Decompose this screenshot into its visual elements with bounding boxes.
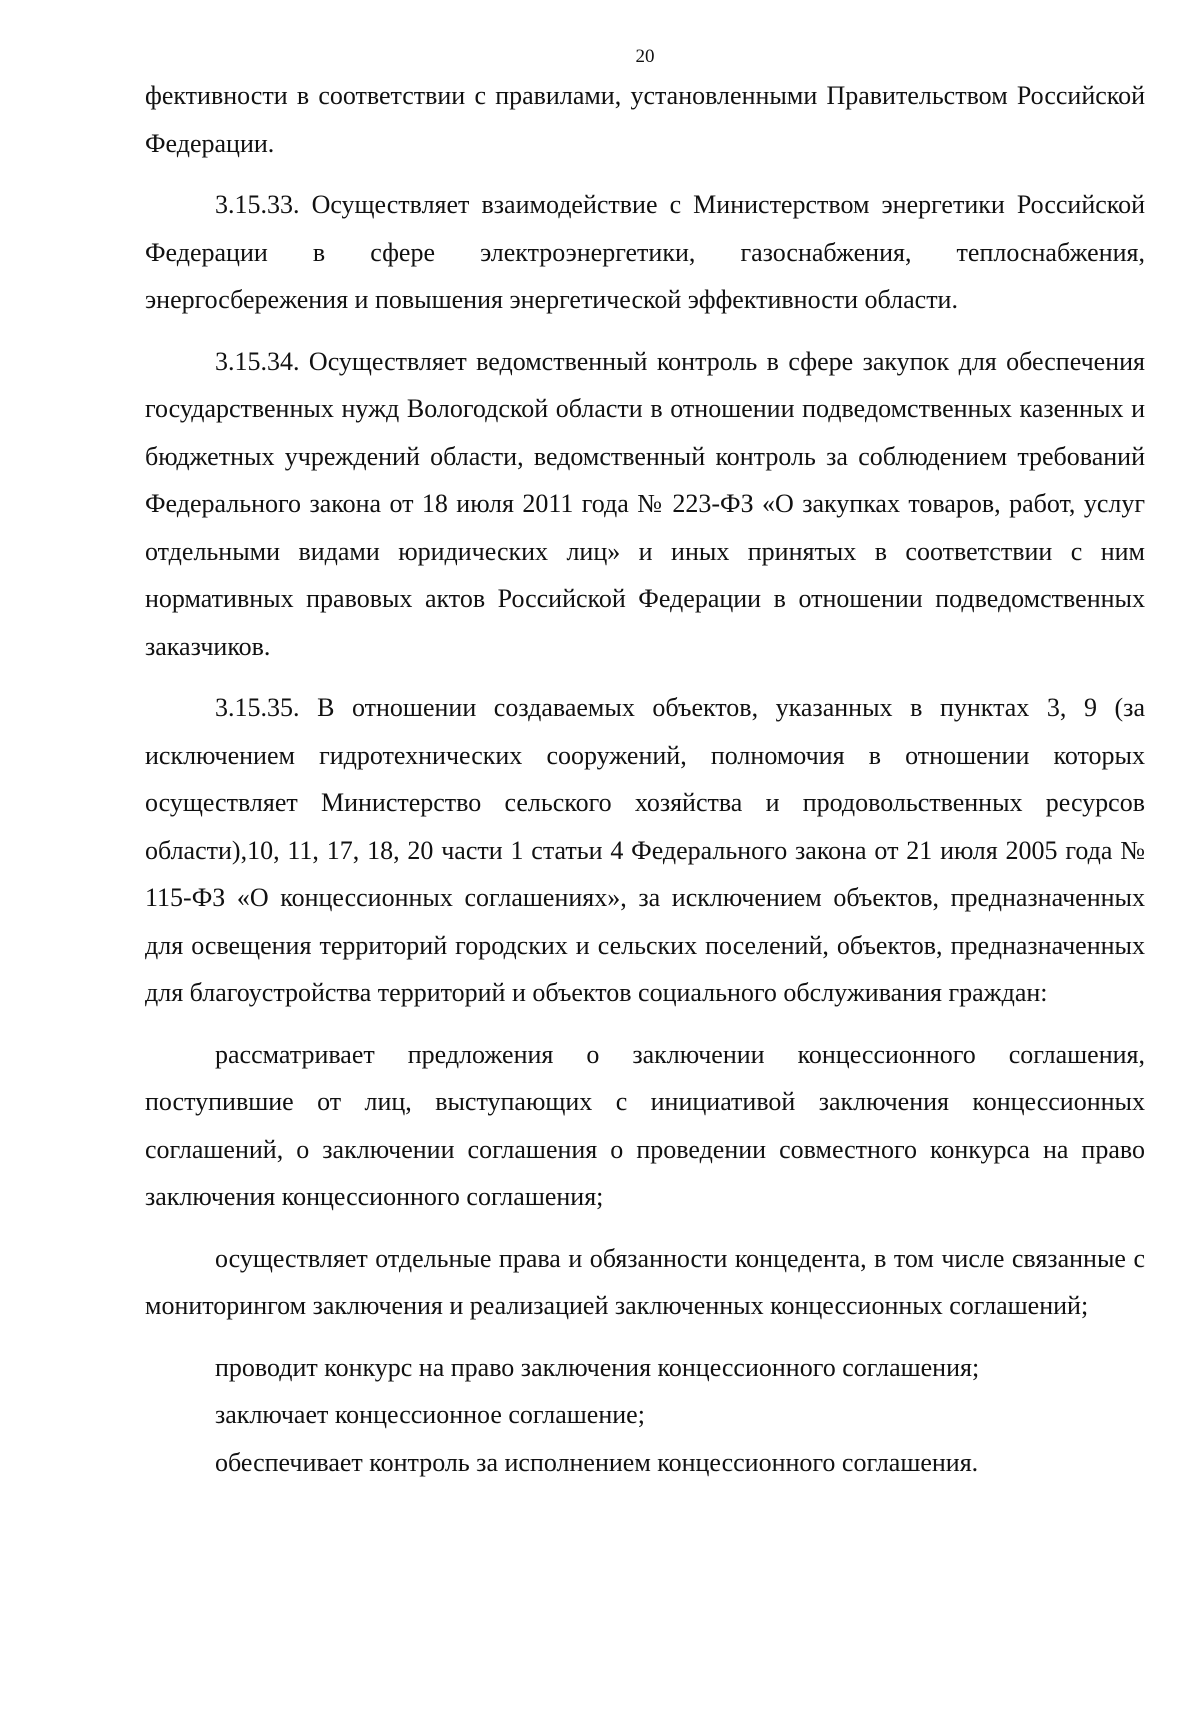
list-item-ensure-control: обеспечивает контроль за исполнением концессионного соглашения. — [215, 1447, 979, 1477]
list-item-review-proposals: рассматривает предложения о заключении концессионного соглашения, поступившие от лиц, выступающих с инициативой заключения концессионных соглашений, о заключении соглашения о проведении совместного конкурса на право заключения концессионного соглашения; — [145, 1039, 1145, 1211]
list-item-hold-tender: проводит конкурс на право заключения концессионного соглашения; — [215, 1352, 980, 1382]
page-number: 20 — [635, 46, 655, 67]
list-item-grantor-rights: осуществляет отдельные права и обязанности концедента, в том числе связанные с мониторингом заключения и реализацией заключенных концессионных соглашений; — [145, 1243, 1145, 1320]
paragraph-3-15-34: 3.15.34. Осуществляет ведомственный контроль в сфере закупок для обеспечения государственных нужд Вологодской области в отношении подведомственных казенных и бюджетных учреждений области, ведомственный контроль за соблюдением требований Федерального закона от 18 июля 2011 года № 223-ФЗ «О закупках товаров, работ, услуг отдельными видами юридических лиц» и иных принятых в соответствии с ним нормативных правовых актов Российской Федерации в отношении подведомственных заказчиков. — [145, 346, 1145, 661]
paragraph-3-15-35: 3.15.35. В отношении создаваемых объектов, указанных в пунктах 3, 9 (за исключением гидротехнических сооружений, полномочия в отношении которых осуществляет Министерство сельского хозяйства и продовольственных ресурсов области),10, 11, 17, 18, 20 части 1 статьи 4 Федерального закона от 21 июля 2005 года № 115-ФЗ «О концессионных соглашениях», за исключением объектов, предназначенных для освещения территорий городских и сельских поселений, объектов, предназначенных для благоустройства территорий и объектов социального обслуживания граждан: — [145, 693, 1145, 1007]
paragraph-3-15-33: 3.15.33. Осуществляет взаимодействие с Министерством энергетики Российской Федерации в сфере электроэнергетики, газоснабжения, теплоснабжения, энергосбережения и повышения энергетической эффективности области. — [145, 190, 1145, 314]
list-item-conclude-agreement: заключает концессионное соглашение; — [215, 1400, 645, 1429]
paragraph-continuation: фективности в соответствии с правилами, установленными Правительством Российской Федерации. — [145, 81, 1145, 158]
document-body — [145, 72, 1145, 1486]
